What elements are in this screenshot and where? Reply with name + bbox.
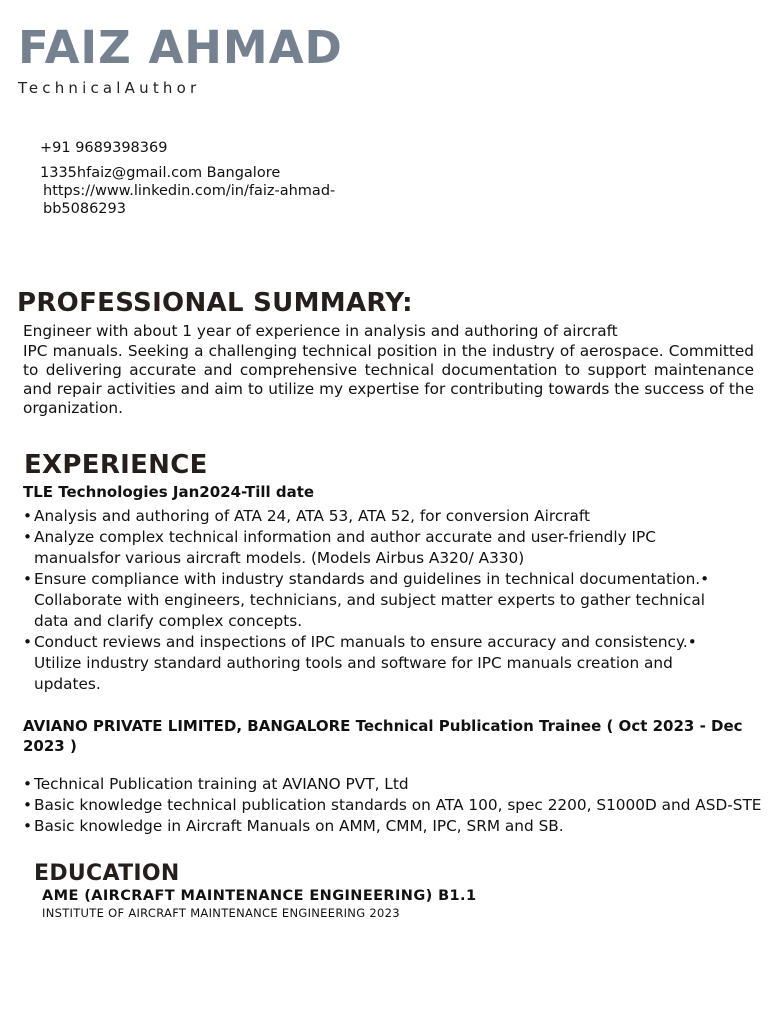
experience-heading: EXPERIENCE <box>24 450 208 480</box>
summary-heading: PROFESSIONAL SUMMARY: <box>17 288 413 318</box>
bullet-icon: • <box>23 796 33 814</box>
list-item <box>23 774 763 795</box>
list-item <box>23 569 723 632</box>
bullet-text: Analysis and authoring of ATA 24, ATA 53, ATA 52, for conversion Aircraft <box>34 507 591 525</box>
bullet-text: Conduct reviews and inspections of IPC manuals to ensure accuracy and consistency.• Utilize industry standard authoring tools and software for IPC manuals creation and updates. <box>34 633 697 693</box>
bullet-text: Analyze complex technical information and author accurate and user-friendly IPC manualsfor various aircraft models. (Models Airbus A320/ A330) <box>34 528 656 567</box>
bullet-text: Basic knowledge technical publication standards on ATA 100, spec 2200, S1000D and ASD-STE <box>34 796 762 814</box>
bullet-icon: • <box>23 775 33 793</box>
bullet-icon: • <box>23 817 33 835</box>
institute-name: INSTITUTE OF AIRCRAFT MAINTENANCE ENGINEERING 2023 <box>42 906 400 920</box>
education-heading: EDUCATION <box>34 861 180 886</box>
email-and-location: 1335hfaiz@gmail.com Bangalore <box>40 165 281 181</box>
list-item <box>23 506 723 527</box>
degree-title: AME (AIRCRAFT MAINTENANCE ENGINEERING) B1.1 <box>42 888 477 904</box>
candidate-name: FAIZ AHMAD <box>18 21 343 74</box>
bullet-text: Technical Publication training at AVIANO PVT, Ltd <box>34 775 409 793</box>
job-heading-tle: TLE Technologies Jan2024-Till date <box>23 483 315 501</box>
list-item <box>23 632 723 695</box>
list-item <box>23 527 723 569</box>
summary-first-line: Engineer with about 1 year of experience in analysis and authoring of aircraft <box>23 322 618 340</box>
list-item <box>23 816 763 837</box>
bullet-icon: • <box>23 507 33 525</box>
bullet-text: Ensure compliance with industry standards and guidelines in technical documentation.• Collaborate with engineers, technicians, and subject matter experts to gather technical data and clarify complex concepts. <box>34 570 710 630</box>
summary-text: IPC manuals. Seeking a challenging technical position in the industry of aerospace. Committed to delivering accurate and comprehensive technical documentation to support maintenance and repair activities and aim to utilize my expertise for contributing towards the success of the organization. <box>23 342 754 417</box>
bullet-icon: • <box>23 528 33 546</box>
job-title: TechnicalAuthor <box>18 79 201 97</box>
job-bullets-tle <box>23 506 723 695</box>
list-item <box>23 795 763 816</box>
job-bullets-aviano <box>23 774 763 837</box>
linkedin-url[interactable]: https://www.linkedin.com/in/faiz-ahmad-bb5086293 <box>43 183 336 217</box>
bullet-icon: • <box>23 570 33 588</box>
bullet-text: Basic knowledge in Aircraft Manuals on AMM, CMM, IPC, SRM and SB. <box>34 817 564 835</box>
phone-number: +91 9689398369 <box>40 140 168 156</box>
bullet-icon: • <box>23 633 33 651</box>
job-heading-aviano: AVIANO PRIVATE LIMITED, BANGALORE Technical Publication Trainee ( Oct 2023 - Dec 2023 ) <box>23 717 743 755</box>
